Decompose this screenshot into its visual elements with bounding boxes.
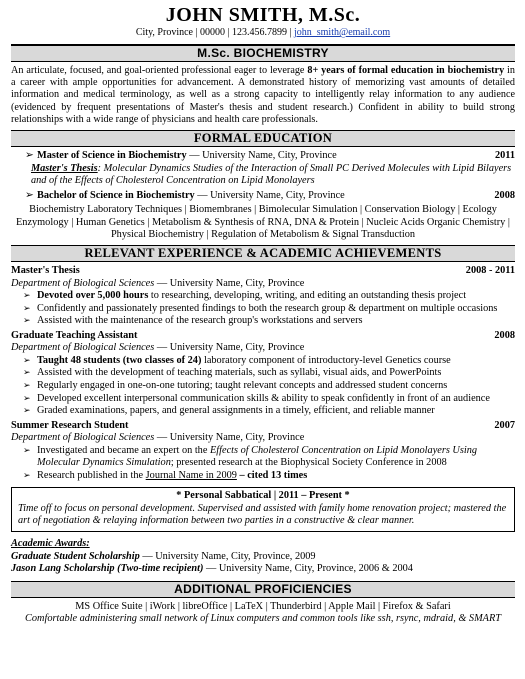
job-title: Master's Thesis: [11, 265, 80, 277]
job-bullets: [11, 290, 515, 328]
linux-skills: Comfortable administering small network of Linux computers and common tools like ssh, rsync, mdraid, & SMART: [25, 613, 501, 625]
email-link[interactable]: john_smith@email.com: [293, 27, 391, 38]
award-item: Graduate Student Scholarship — University Name, City, Province, 2009: [11, 550, 316, 562]
degree-name: Master of Science in Biochemistry: [37, 150, 187, 162]
list-item: ➢ Assisted with the development of teaching materials, such as syllabi, visual aids, and PowerPoints: [23, 367, 515, 380]
thesis-title: : Molecular Dynamics Studies of the Interaction of Small PC Derived Molecules with Lipid Bilayers and of the Effects of Cholesterol Concentration on Lipid Monolayers: [31, 162, 512, 187]
list-item: ➢ Regularly engaged in one-on-one tutoring; taught relevant concepts and addressed student concerns: [23, 380, 515, 393]
list-item: ➢ Investigated and became an expert on the Effects of Cholesterol Concentration on Lipid Monolayers Using Molecular Dynamics Simulation; presented research at the Biophysical Society Conference in 2008: [23, 445, 515, 470]
experience-heading: RELEVANT EXPERIENCE & ACADEMIC ACHIEVEMENTS: [11, 245, 515, 262]
list-item: ➢ Devoted over 5,000 hours to researching, developing, writing, and editing an outstanding thesis project: [23, 290, 515, 303]
degree-year: 2011: [494, 150, 515, 162]
list-item: ➢ Assisted with the maintenance of the research group's workstations and servers: [23, 315, 515, 328]
awards-heading: Academic Awards:: [11, 538, 90, 550]
arrow-bullet-icon: ➢: [25, 189, 34, 201]
proficiencies-heading: ADDITIONAL PROFICIENCIES: [11, 581, 515, 598]
list-item: ➢ Developed excellent interpersonal communication skills & ability to speak confidently in front of an audience: [23, 393, 515, 406]
journal-link: Journal Name in 2009: [145, 469, 237, 481]
job-dates: 2008: [494, 329, 515, 341]
job-header: [11, 265, 515, 278]
job-bullets: [11, 445, 515, 483]
sabbatical-description: Time off to focus on personal development. Supervised and assisted with family home renovation project; mastered the art of negotiation & relaying information between two parties in a constructive & clear manner.: [18, 502, 507, 527]
software-list: MS Office Suite | iWork | libreOffice | LaTeX | Thunderbird | Apple Mail | Firefox & Safari: [75, 600, 451, 612]
job-department: Department of Biological Sciences — University Name, City, Province: [11, 432, 305, 444]
job-bullets: [11, 355, 515, 418]
award-item: Jason Lang Scholarship (Two-time recipient) — University Name, City, Province, 2006 & 2004: [11, 563, 413, 575]
job-department: Department of Biological Sciences — University Name, City, Province: [11, 277, 305, 289]
degree-place: — University Name, City, Province: [186, 150, 337, 162]
sabbatical-title: * Personal Sabbatical | 2011 – Present *: [176, 490, 350, 502]
job-dates: 2008 - 2011: [465, 265, 515, 277]
job-title: Summer Research Student: [11, 419, 129, 431]
job-header: [11, 420, 515, 433]
job-dates: 2007: [494, 419, 515, 431]
list-item: ➢ Confidently and passionately presented findings to both the research group & department on multiple occasions: [23, 303, 515, 316]
list-item: ➢ Graded examinations, papers, and general assignments in a timely, efficient, and reliable manner: [23, 405, 515, 418]
contact-line: [11, 27, 515, 39]
degree-name: Bachelor of Science in Biochemistry: [37, 189, 195, 201]
job-header: [11, 330, 515, 343]
summary-text-2: in a career with ample opportunities for advancement. A demonstrated history of memorizing vast amounts of detailed information and medical terminology, as well as a strong capacity to intelligently relay information to any audience (evidenced by frequent presentations of Master's thesis and student research.) Confident in ability to build strong relationships with a wide range of physicians and health care professionals.: [11, 65, 515, 125]
thesis-label: Master's Thesis: [31, 162, 98, 174]
summary-paragraph: [11, 65, 515, 126]
education-item-masters: [23, 150, 515, 163]
degree-year: 2008: [494, 189, 515, 201]
candidate-name: JOHN SMITH, M.Sc.: [165, 4, 361, 26]
title-bar: M.Sc. BIOCHEMISTRY: [11, 44, 515, 62]
job-department: Department of Biological Sciences — University Name, City, Province: [11, 342, 305, 354]
education-heading: FORMAL EDUCATION: [11, 130, 515, 147]
coursework-skills: Biochemistry Laboratory Techniques | Biomembranes | Bimolecular Simulation | Conservation Biology | Ecology Enzymology | Human Genetics | Metabolism & Synthesis of RNA, DNA & Protein | Nucleic Acids Organic Chemistry | Physical Biochemistry | Regulation of Metabolism & Signal Transduction: [16, 204, 510, 240]
list-item: ➢ Taught 48 students (two classes of 24) laboratory component of introductory-level Genetics course: [23, 355, 515, 368]
summary-text-1: An articulate, focused, and goal-oriented professional eager to leverage: [11, 65, 308, 76]
arrow-bullet-icon: ➢: [25, 150, 34, 162]
sabbatical-box: [11, 487, 515, 532]
list-item: ➢ Research published in the Journal Name in 2009 – cited 13 times: [23, 470, 515, 483]
job-title: Graduate Teaching Assistant: [11, 329, 138, 341]
education-item-bachelors: [23, 190, 515, 203]
degree-place: — University Name, City, Province: [194, 189, 345, 201]
summary-highlight: 8+ years of formal education in biochemistry: [307, 65, 505, 76]
thesis-line: [31, 163, 515, 188]
contact-details: City, Province | 00000 | 123.456.7899 |: [135, 27, 292, 38]
